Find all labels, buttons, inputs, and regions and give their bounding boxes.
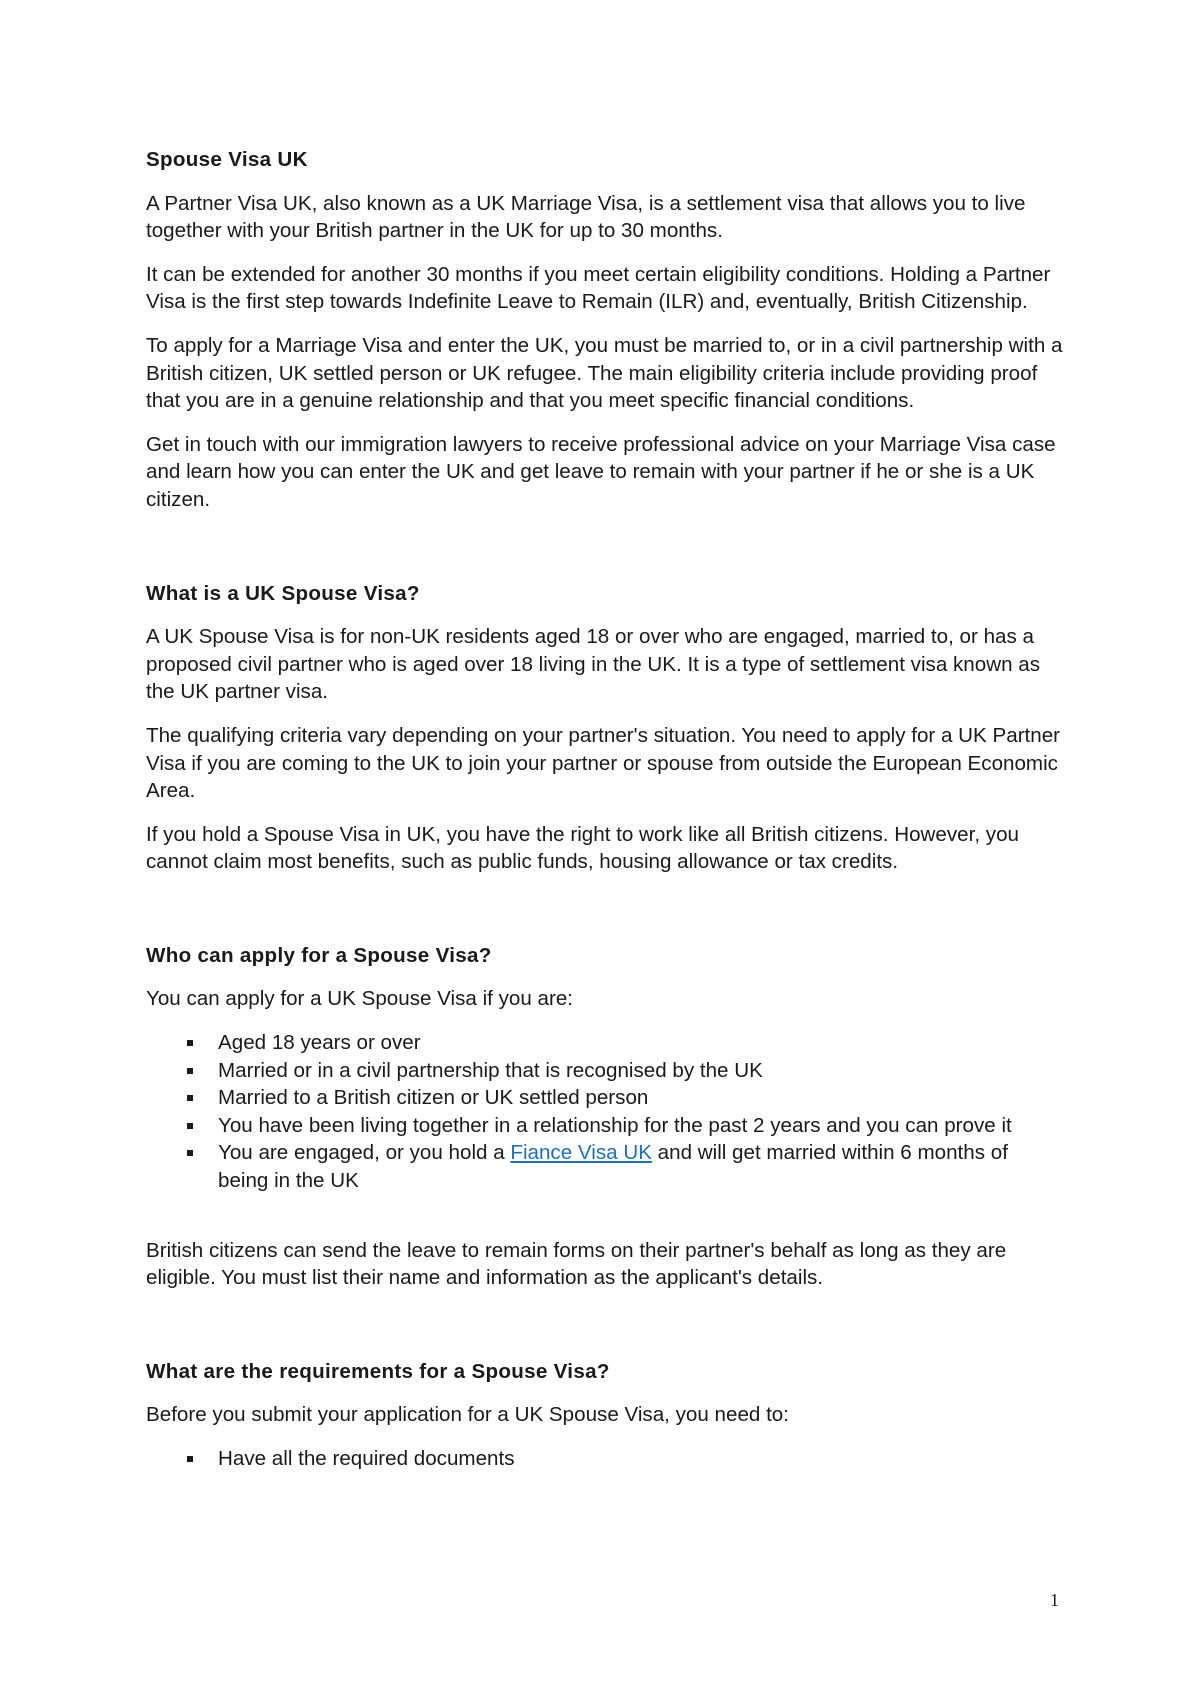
list-item xyxy=(146,1112,1064,1140)
document-body xyxy=(146,146,1064,1489)
square-bullet-icon xyxy=(187,1040,193,1046)
intro-paragraph-1: A Partner Visa UK, also known as a UK Marriage Visa, is a settlement visa that allows you to live together with your British partner in the UK for up to 30 months. xyxy=(146,191,1026,243)
list-item-text: Married to a British citizen or UK settled person xyxy=(218,1086,649,1110)
eligibility-list xyxy=(146,1029,1064,1195)
list-item-text: Aged 18 years or over xyxy=(218,1031,421,1055)
what-paragraph-2: The qualifying criteria vary depending on your partner's situation. You need to apply for a UK Partner Visa if you are coming to the UK to join your partner or spouse from outside the European Economic Area. xyxy=(146,723,1061,803)
intro-paragraph-2: It can be extended for another 30 months if you meet certain eligibility conditions. Holding a Partner Visa is the first step towards Indefinite Leave to Remain (ILR) and, eventually, British Citizenship. xyxy=(146,262,1051,314)
document-title: Spouse Visa UK xyxy=(146,148,308,171)
fiance-visa-link[interactable]: Fiance Visa UK xyxy=(510,1141,652,1165)
paragraph-spacer xyxy=(146,1211,1064,1237)
intro-paragraph-4: Get in touch with our immigration lawyers to receive professional advice on your Marriage Visa case and learn how you can enter the UK and get leave to remain with your partner if he or she is a UK citizen. xyxy=(146,432,1056,511)
square-bullet-icon xyxy=(187,1150,193,1156)
what-paragraph-3: If you hold a Spouse Visa in UK, you have the right to work like all British citizens. However, you cannot claim most benefits, such as public funds, housing allowance or tax credits. xyxy=(146,822,1020,874)
list-item xyxy=(146,1139,1064,1194)
requirements-lead-paragraph: Before you submit your application for a UK Spouse Visa, you need to: xyxy=(146,1403,789,1427)
section-spacer xyxy=(146,1308,1064,1358)
page-number: 1 xyxy=(1050,1590,1059,1610)
section-heading-what: What is a UK Spouse Visa? xyxy=(146,581,420,605)
intro-paragraph-3: To apply for a Marriage Visa and enter the UK, you must be married to, or in a civil partnership with a British citizen, UK settled person or UK refugee. The main eligibility criteria include providing proof that you are in a genuine relationship and that you meet specific financial conditions. xyxy=(146,333,1063,413)
square-bullet-icon xyxy=(187,1456,193,1462)
list-item-text-before-link: You are engaged, or you hold a xyxy=(218,1141,511,1165)
list-item-text: You have been living together in a relationship for the past 2 years and you can prove it xyxy=(218,1113,1012,1137)
requirements-list xyxy=(146,1445,1064,1473)
who-closing-paragraph: British citizens can send the leave to remain forms on their partner's behalf as long as they are eligible. You must list their name and information as the applicant's details. xyxy=(146,1238,1007,1290)
list-item-text: Have all the required documents xyxy=(218,1447,515,1470)
list-item xyxy=(146,1057,1064,1085)
square-bullet-icon xyxy=(187,1068,193,1074)
list-item-text: Married or in a civil partnership that is recognised by the UK xyxy=(218,1058,763,1082)
square-bullet-icon xyxy=(187,1095,193,1101)
section-heading-requirements: What are the requirements for a Spouse Visa? xyxy=(146,1359,610,1383)
who-lead-paragraph: You can apply for a UK Spouse Visa if you are: xyxy=(146,987,574,1011)
section-heading-who: Who can apply for a Spouse Visa? xyxy=(146,943,492,967)
what-paragraph-1: A UK Spouse Visa is for non-UK residents aged 18 or over who are engaged, married to, or has a proposed civil partner who is aged over 18 living in the UK. It is a type of settlement visa known as the UK partner visa. xyxy=(146,625,1040,704)
list-item xyxy=(146,1445,1064,1473)
list-item xyxy=(146,1084,1064,1112)
section-spacer xyxy=(146,530,1064,580)
list-item xyxy=(146,1029,1064,1057)
list-item-text-after-link: and will get married within 6 months of being in the UK xyxy=(218,1141,1008,1193)
square-bullet-icon xyxy=(187,1123,193,1129)
section-spacer xyxy=(146,892,1064,942)
